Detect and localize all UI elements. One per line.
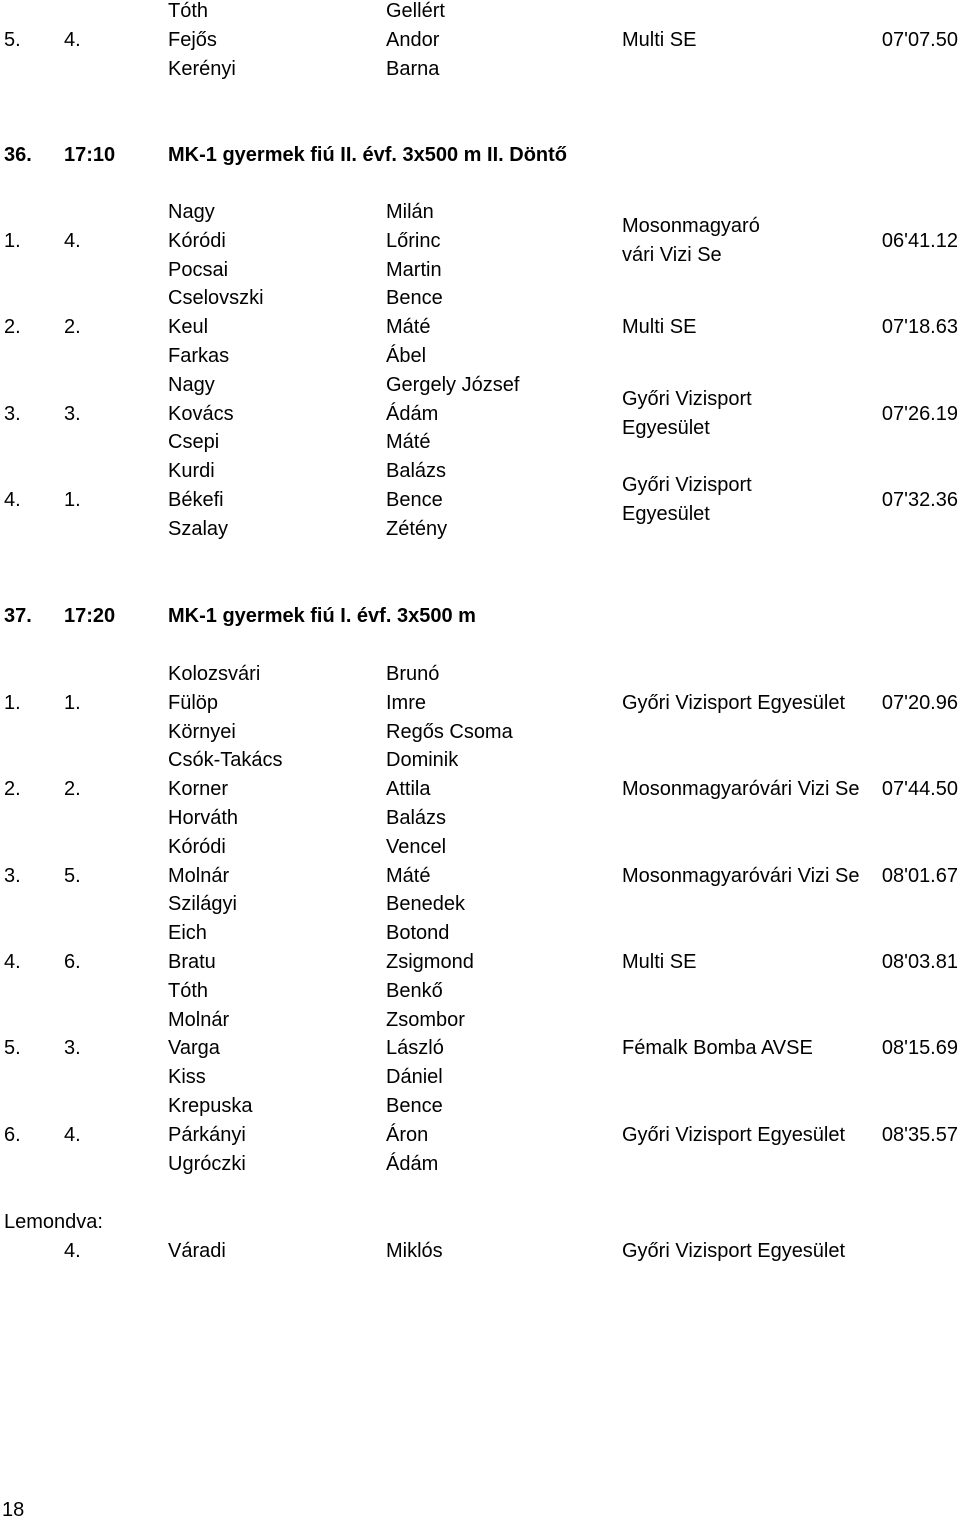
crew-last-name: Nagy (168, 201, 215, 223)
crew-first-name: Bence (386, 488, 443, 511)
crew-last-name: Környei (168, 720, 236, 743)
result-time: 08'01.67 (881, 864, 958, 887)
crew-first-name: László (386, 1037, 444, 1060)
result-club: Multi SE (622, 950, 697, 973)
crew-first-name: Ádám (386, 402, 439, 425)
result-rank: 2. (4, 316, 21, 339)
crew-last-name: Kolozsvári (168, 663, 261, 685)
crew-last-name: Szilágyi (168, 893, 237, 916)
crew-last-name: Párkányi (168, 1123, 246, 1146)
result-lane: 3. (64, 1037, 81, 1060)
crew-first-name: Attila (386, 778, 431, 801)
result-lane: 4. (64, 1123, 81, 1146)
crew-last-name: Eich (168, 922, 207, 945)
crew-first-name: Áron (386, 1123, 429, 1146)
result-rank: 5. (4, 28, 21, 51)
result-lane: 1. (64, 691, 81, 714)
result-lane: 1. (64, 488, 81, 511)
race-start-time: 17:20 (64, 605, 116, 627)
crew-first-name: Brunó (386, 663, 440, 685)
result-rank: 1. (4, 229, 21, 252)
result-lane: 2. (64, 316, 81, 339)
crew-last-name: Keul (168, 316, 209, 339)
crew-first-name: Regős Csoma (386, 720, 513, 743)
crew-first-name: Milán (386, 201, 434, 223)
crew-first-name: Balázs (386, 460, 447, 483)
crew-first-name: Botond (386, 922, 450, 945)
race-title: MK-1 gyermek fiú I. évf. 3x500 m (168, 605, 476, 627)
crew-first-name: Zsigmond (386, 950, 474, 973)
result-time: 07'07.50 (881, 28, 958, 51)
crew-last-name: Horváth (168, 806, 239, 829)
result-lane: 5. (64, 864, 81, 887)
crew-last-name: Molnár (168, 864, 230, 887)
result-rank: 4. (4, 488, 21, 511)
crew-first-name: Vencel (386, 835, 447, 858)
result-lane: 2. (64, 778, 81, 801)
race-36-header (0, 141, 960, 170)
crew-first-name: Gellért (386, 0, 445, 22)
result-entry (0, 919, 960, 1005)
result-entry (0, 457, 960, 543)
withdrawn-club: Győri Vizisport Egyesület (622, 1239, 846, 1262)
result-club-line2: Egyesület (622, 503, 710, 526)
crew-first-name: Gergely József (386, 373, 520, 396)
crew-last-name: Békefi (168, 488, 224, 511)
race-37-results (0, 660, 960, 1178)
result-time: 07'18.63 (881, 316, 958, 339)
race-title: MK-1 gyermek fiú II. évf. 3x500 m II. Döntő (168, 144, 568, 166)
crew-first-name: Zsombor (386, 1008, 465, 1031)
crew-last-name: Molnár (168, 1008, 230, 1031)
crew-last-name: Kóródi (168, 229, 226, 252)
crew-first-name: Benedek (386, 893, 465, 916)
result-rank: 2. (4, 778, 21, 801)
crew-last-name: Ugróczki (168, 1152, 246, 1175)
result-club: Fémalk Bomba AVSE (622, 1037, 813, 1060)
result-time: 07'20.96 (881, 691, 958, 714)
result-rank: 5. (4, 1037, 21, 1060)
result-club-line2: Egyesület (622, 416, 710, 439)
race-number: 36. (4, 144, 32, 166)
result-entry (0, 746, 960, 832)
crew-last-name: Kerényi (168, 57, 236, 80)
crew-first-name: Dániel (386, 1066, 443, 1089)
result-entry (0, 833, 960, 919)
crew-first-name: Máté (386, 316, 431, 339)
crew-last-name: Csók-Takács (168, 749, 283, 772)
result-club: Mosonmagyaróvári Vizi Se (622, 864, 860, 887)
result-club: Győri Vizisport Egyesület (622, 1123, 846, 1146)
result-club: Multi SE (622, 28, 697, 51)
crew-row (0, 26, 960, 55)
page-number: 18 (2, 1499, 25, 1521)
crew-row (0, 0, 960, 26)
race-36-results (0, 198, 960, 544)
crew-first-name: Dominik (386, 749, 459, 772)
result-club-line1: Győri Vizisport (622, 474, 752, 497)
crew-first-name: Balázs (386, 806, 447, 829)
crew-first-name: Benkő (386, 979, 443, 1002)
crew-last-name: Nagy (168, 373, 215, 396)
crew-last-name: Fejős (168, 28, 217, 51)
result-entry (0, 660, 960, 746)
result-rank: 6. (4, 1123, 21, 1146)
result-entry (0, 1006, 960, 1092)
result-rank: 3. (4, 402, 21, 425)
crew-first-name: Máté (386, 431, 431, 454)
race-number: 37. (4, 605, 32, 627)
crew-first-name: Lőrinc (386, 229, 441, 252)
withdrawn-entry (0, 1237, 960, 1266)
withdrawn-section (0, 1208, 960, 1266)
result-club-line1: Mosonmagyaró (622, 215, 760, 237)
crew-first-name: Ádám (386, 1152, 439, 1175)
result-club: Győri Vizisport Egyesület (622, 691, 846, 714)
crew-first-name: Martin (386, 258, 442, 281)
crew-last-name: Pocsai (168, 258, 229, 281)
result-lane: 3. (64, 402, 81, 425)
result-time: 06'41.12 (881, 229, 958, 252)
crew-last-name: Korner (168, 778, 229, 801)
crew-first-name: Bence (386, 1094, 443, 1117)
result-entry (0, 198, 960, 284)
crew-last-name: Tóth (168, 0, 209, 22)
result-lane: 4. (64, 28, 81, 51)
withdrawn-last-name: Váradi (168, 1239, 226, 1262)
crew-last-name: Tóth (168, 979, 209, 1002)
crew-first-name: Ábel (386, 344, 427, 367)
result-club: Mosonmagyaróvári Vizi Se (622, 778, 860, 801)
crew-first-name: Andor (386, 28, 440, 51)
result-entry (0, 371, 960, 457)
result-lane: 4. (64, 229, 81, 252)
crew-last-name: Csepi (168, 431, 220, 454)
result-time: 07'44.50 (881, 778, 958, 801)
result-time: 08'15.69 (881, 1037, 958, 1060)
crew-first-name: Bence (386, 287, 443, 310)
race-start-time: 17:10 (64, 144, 116, 166)
crew-last-name: Cselovszki (168, 287, 264, 310)
result-time: 07'32.36 (881, 488, 958, 511)
result-club: Multi SE (622, 316, 697, 339)
result-entry (0, 1092, 960, 1178)
crew-first-name: Barna (386, 57, 440, 80)
result-rank: 4. (4, 950, 21, 973)
result-time: 08'35.57 (881, 1123, 958, 1146)
crew-first-name: Máté (386, 864, 431, 887)
result-entry (0, 284, 960, 370)
crew-last-name: Fülöp (168, 691, 219, 714)
race-37-header (0, 602, 960, 631)
result-club-line1: Győri Vizisport (622, 387, 752, 410)
crew-last-name: Krepuska (168, 1094, 253, 1117)
crew-last-name: Bratu (168, 950, 216, 973)
top-entry (0, 0, 960, 83)
crew-last-name: Varga (168, 1037, 220, 1060)
crew-last-name: Kurdi (168, 460, 215, 483)
crew-last-name: Szalay (168, 517, 229, 540)
result-lane: 6. (64, 950, 81, 973)
result-rank: 3. (4, 864, 21, 887)
result-time: 08'03.81 (881, 950, 958, 973)
result-club-line2: vári Vizi Se (622, 244, 722, 266)
crew-last-name: Kiss (168, 1066, 206, 1089)
withdrawn-label: Lemondva: (4, 1211, 103, 1233)
withdrawn-lane: 4. (64, 1239, 81, 1262)
crew-last-name: Kovács (168, 402, 234, 425)
crew-row (0, 55, 960, 84)
crew-last-name: Farkas (168, 344, 230, 367)
crew-first-name: Imre (386, 691, 426, 714)
crew-first-name: Zétény (386, 517, 448, 540)
crew-last-name: Kóródi (168, 835, 226, 858)
result-time: 07'26.19 (881, 402, 958, 425)
result-rank: 1. (4, 691, 21, 714)
withdrawn-first-name: Miklós (386, 1239, 443, 1262)
